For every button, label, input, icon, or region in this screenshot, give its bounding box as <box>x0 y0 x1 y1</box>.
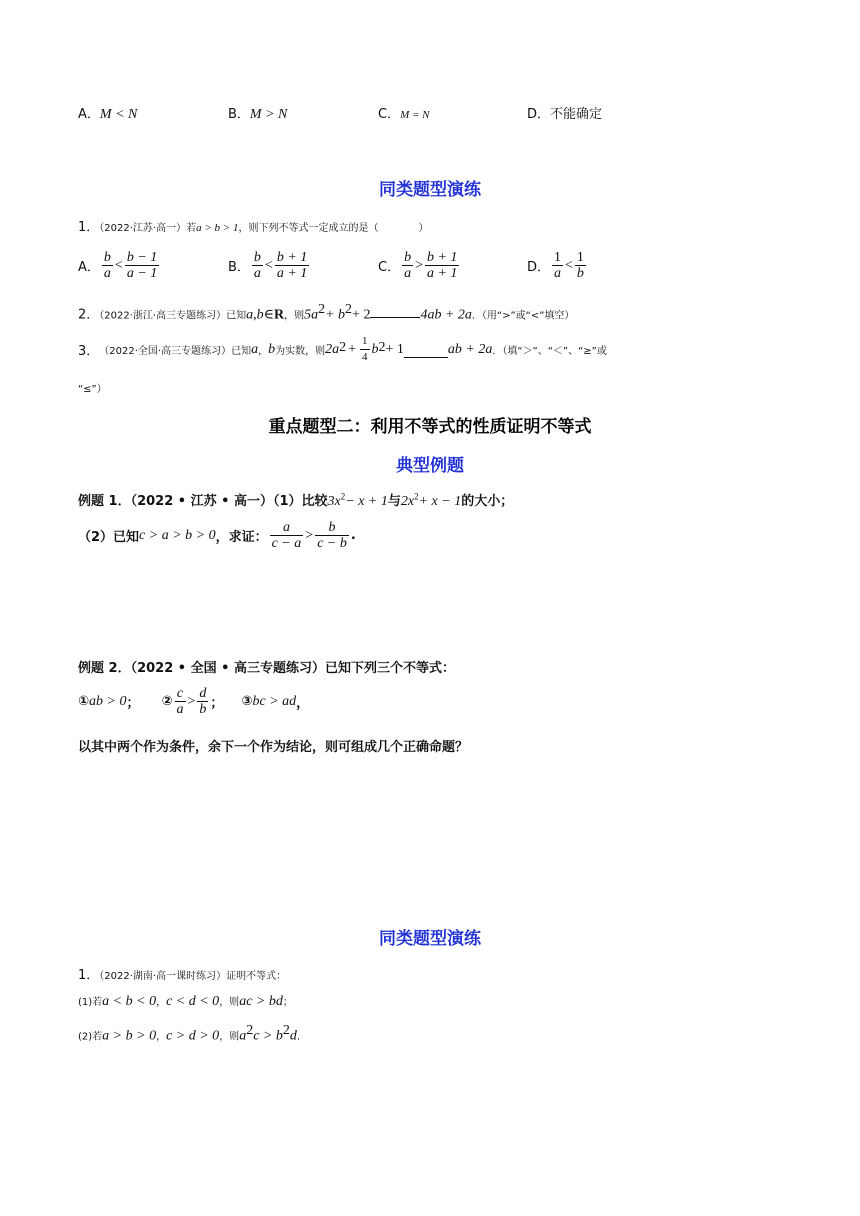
operator: > <box>415 257 423 273</box>
option-c <box>378 103 430 122</box>
fraction <box>102 250 113 281</box>
answer-blank <box>404 356 448 358</box>
section-title: 同类题型演练 <box>379 180 481 200</box>
question-text: (1)若 <box>78 997 103 1008</box>
question-math: + b <box>325 307 346 323</box>
numerator: b − 1 <box>126 250 158 265</box>
question-math: 4ab + 2a <box>420 307 472 323</box>
question-math: c < d < 0 <box>166 994 220 1009</box>
denominator: a + 1 <box>426 266 458 281</box>
question-text: . <box>296 1031 301 1043</box>
option-math: M < N <box>99 107 138 122</box>
question-math: ∈ <box>263 307 274 323</box>
option-math: M > N <box>249 107 288 122</box>
proof-part-1 <box>78 993 293 1010</box>
fraction <box>175 686 186 717</box>
section-subheading: 典型例题 <box>396 456 464 476</box>
fraction <box>275 250 309 281</box>
fraction <box>402 250 413 281</box>
example-text: 的大小； <box>461 494 514 509</box>
example-math: 2x <box>400 494 415 509</box>
fraction <box>197 686 208 717</box>
denominator: c − b <box>317 536 347 551</box>
question-3: 3． （2022·全国·高三专题练习） 已知 a ， b 为实数，则 2a 2 + $\frac{1}{4}$ b 2 + 1 ab + 2a ．（填“＞”、“＜”、“≥”或 <box>78 335 607 363</box>
condition-math: bc > ad <box>252 693 297 709</box>
question-text: 已知 <box>226 310 247 322</box>
question-math: c > b <box>253 1028 283 1044</box>
question-math: b <box>371 341 379 357</box>
question-number: 3． <box>78 344 100 359</box>
question-text: ，则下列不等式一定成立的是（ <box>238 223 379 234</box>
question-math: a > b > 0 <box>102 1028 157 1044</box>
condition-marker: ② <box>161 694 173 709</box>
question-number: 2． <box>78 307 100 323</box>
numerator: b + 1 <box>426 250 458 265</box>
fraction <box>270 520 304 551</box>
numerator: c <box>175 686 186 702</box>
denominator: a <box>554 266 562 281</box>
condition-text: ； <box>210 696 224 711</box>
fraction <box>575 250 586 281</box>
question-source: （2022·浙江·高三专题练习） <box>99 310 227 322</box>
option-label: B． <box>228 260 250 275</box>
question-text: ．（用“>”或“<”填空） <box>471 310 575 322</box>
proof-part-2: (2)若a > b > 0，c > d > 0，则$a^2c > b^2d$. <box>78 1023 301 1044</box>
question-math: + 2 <box>352 307 371 323</box>
example-2-question: 以其中两个作为条件，余下一个作为结论，则可组成几个正确命题？ <box>78 740 469 755</box>
option-label: C． <box>378 260 401 275</box>
option-label: A． <box>78 107 100 122</box>
numerator: b + 1 <box>276 250 308 265</box>
question-text: ； <box>282 997 293 1008</box>
question-math: 2a <box>325 341 340 357</box>
example-math: − x + 1 <box>345 494 388 509</box>
question-math: ac > bd <box>239 994 283 1009</box>
question-math: c > d > 0 <box>166 1028 220 1044</box>
numerator: b <box>253 250 261 265</box>
denominator: a <box>176 702 184 717</box>
question-math: a <box>251 341 259 357</box>
numerator: a <box>270 520 304 536</box>
question-text: ，则 <box>219 997 240 1008</box>
option-label: A． <box>78 260 100 275</box>
question-math: a > b > 1 <box>196 222 239 234</box>
question-text: ） <box>418 223 429 234</box>
numerator: d <box>199 686 207 701</box>
option-label: D． <box>527 260 551 275</box>
example-math: 3x <box>327 494 341 509</box>
example-1-part-2 <box>78 520 356 551</box>
numerator: 1 <box>576 250 584 265</box>
example-text: ，求证： <box>215 530 268 545</box>
denominator: 4 <box>362 351 368 363</box>
fraction <box>552 250 563 281</box>
question-source: （2022·全国·高三专题练习） <box>99 346 232 357</box>
question-1 <box>78 216 428 235</box>
question-text: ， <box>258 346 269 357</box>
q1-option-a <box>78 250 161 281</box>
question-3-continuation: “≤”） <box>78 384 107 395</box>
denominator: b <box>576 266 584 281</box>
q1-option-d <box>527 250 588 281</box>
example-text: （2）已知 <box>78 530 140 545</box>
question-text: ，则 <box>284 310 305 322</box>
condition-text: ， <box>296 696 310 711</box>
question-math: a <box>239 1028 247 1044</box>
question-math: 5a <box>304 307 319 323</box>
q1-option-c <box>378 250 461 281</box>
question-text: ．（填“＞”、“＜”、“≥”或 <box>492 346 607 357</box>
question-text: ， <box>156 1031 167 1043</box>
question-text: ， <box>156 997 167 1008</box>
numerator: 1 <box>360 334 370 350</box>
question-math: + <box>348 341 356 357</box>
denominator: a + 1 <box>276 266 308 281</box>
condition-marker: ③ <box>241 694 253 709</box>
question-math: + 1 <box>385 341 404 357</box>
denominator: a − 1 <box>126 266 158 281</box>
question-number: 1． <box>78 968 100 983</box>
question-math: a,b <box>246 307 264 323</box>
proof-question-1 <box>78 964 286 983</box>
option-label: B． <box>228 107 250 122</box>
question-math: ab + 2a <box>447 341 493 357</box>
condition-marker: ① <box>78 694 90 709</box>
option-b <box>228 103 287 123</box>
operator: < <box>264 257 273 273</box>
section-heading: 重点题型二：利用不等式的性质证明不等式 <box>268 417 592 437</box>
question-math: b <box>268 341 276 357</box>
option-label: D． <box>527 107 551 122</box>
option-a <box>78 103 137 123</box>
option-d <box>527 103 602 122</box>
numerator: 1 <box>554 250 562 265</box>
example-text: . <box>350 528 356 543</box>
denominator: c − a <box>271 536 302 551</box>
example-math: c > a > b > 0 <box>139 527 216 543</box>
denominator: b <box>199 702 207 717</box>
question-source: （2022·湖南·高一课时练习） <box>99 971 227 982</box>
denominator: a <box>404 266 412 281</box>
question-text: 若 <box>186 223 197 234</box>
condition-text: ； <box>126 696 140 711</box>
fraction <box>315 520 349 551</box>
question-source: （2022·江苏·高一） <box>99 223 187 234</box>
option-text: 不能确定 <box>550 107 603 122</box>
q1-option-b <box>228 250 311 281</box>
question-text: (2)若 <box>78 1031 103 1043</box>
fraction <box>425 250 459 281</box>
option-math: M = N <box>400 109 430 121</box>
denominator: a <box>103 266 111 281</box>
question-text: ，则 <box>219 1031 240 1043</box>
operator: > <box>187 693 196 709</box>
numerator: b <box>404 250 412 265</box>
fraction <box>360 334 370 365</box>
fraction <box>125 250 159 281</box>
question-text: 为实数，则 <box>275 346 326 357</box>
answer-blank <box>370 316 420 318</box>
question-math: d <box>289 1028 297 1044</box>
example-2: 例题 2．（2022 • 全国 • 高三专题练习）已知下列三个不等式： <box>78 661 455 676</box>
example-label: 例题 1．（2022 • 江苏 • 高一）（1）比较 <box>78 494 328 509</box>
question-math: R <box>273 307 285 323</box>
numerator: b <box>315 520 349 536</box>
example-text: 与 <box>387 494 401 509</box>
example-2-conditions <box>78 686 309 717</box>
option-label: C． <box>378 107 401 122</box>
numerator: b <box>103 250 111 265</box>
operator: > <box>305 527 314 543</box>
example-math: + x − 1 <box>418 494 462 509</box>
operator: < <box>114 257 123 273</box>
question-math: a < b < 0 <box>102 994 157 1009</box>
fraction <box>252 250 263 281</box>
question-text: 证明不等式： <box>226 971 287 982</box>
denominator: a <box>253 266 261 281</box>
question-number: 1． <box>78 220 100 235</box>
question-2: 2．（2022·浙江·高三专题练习）已知a,b∈R，则$5a^2+ b^2+ 2$ 4ab + 2a．（用“>”或“<”填空） <box>78 302 575 323</box>
operator: < <box>565 257 573 273</box>
condition-math: ab > 0 <box>89 693 127 709</box>
question-text: 已知 <box>231 346 252 357</box>
section-title: 同类题型演练 <box>379 929 481 949</box>
example-1: 例题 1．（2022 • 江苏 • 高一）（1）比较$3x^2- x + 1$与$2x^2+ x - 1$的大小； <box>78 491 514 509</box>
